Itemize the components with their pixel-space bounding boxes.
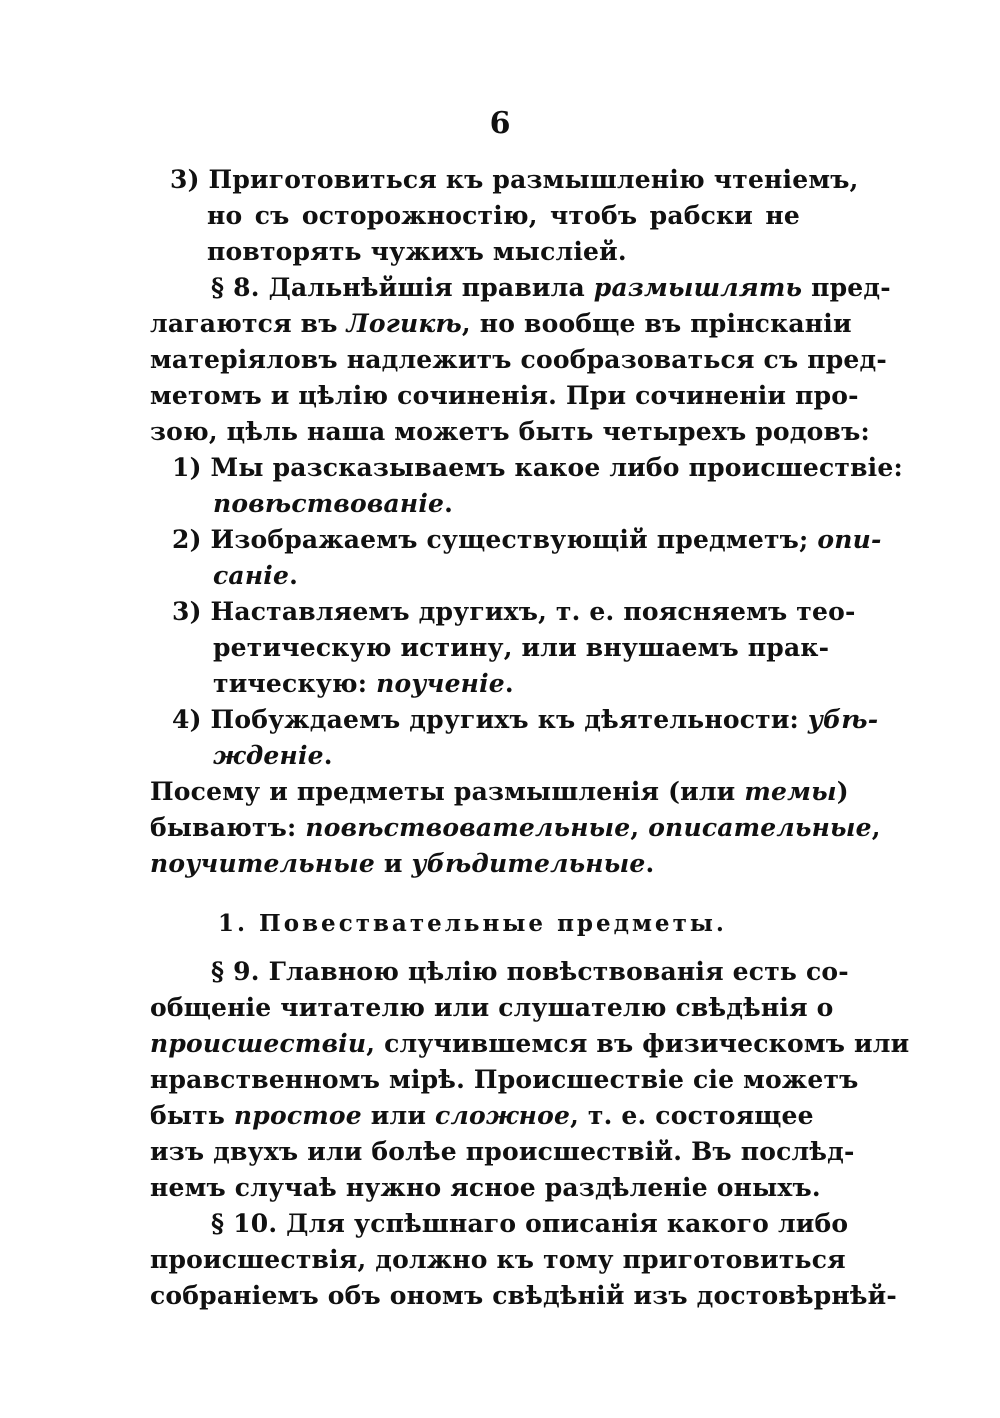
list-item: 3) Наставляемъ другихъ, т. е. поясняемъ тео- (172, 597, 856, 626)
text-line: немъ случаѣ нужно ясное раздѣленіе оныхъ. (150, 1173, 821, 1202)
list-item: 4) Побуждаемъ другихъ къ дѣятельности: убѣ- (172, 705, 879, 734)
text-line: происшествія, должно къ тому приготовиться (150, 1245, 846, 1274)
text-line: матеріяловъ надлежитъ сообразоваться съ пред- (150, 345, 887, 374)
text-line: Посему и предметы размышленія (или темы) (150, 777, 849, 806)
list-item-continuation: тическую: поученіе. (213, 669, 514, 698)
list-item-continuation: саніе. (213, 561, 298, 590)
list-item: 2) Изображаемъ существующій предметъ; опи- (172, 525, 882, 554)
text-line: нравственномъ мірѣ. Происшествіе сіе можетъ (150, 1065, 859, 1094)
text-line: собраніемъ объ ономъ свѣдѣній изъ достовѣрнѣй- (150, 1281, 898, 1310)
text-line: изъ двухъ или болѣе происшествій. Въ послѣд- (150, 1137, 855, 1166)
list-item-continuation: повѣствованіе. (213, 489, 454, 518)
text-line: общеніе читателю или слушателю свѣдѣнія о (150, 993, 834, 1022)
text-line: повторять чужихъ мысліей. (207, 237, 627, 266)
text-line: быть простое или сложное, т. е. состоящее (150, 1101, 814, 1130)
list-item-continuation: жденіе. (213, 741, 333, 770)
list-item-continuation: ретическую истину, или внушаемъ прак- (213, 633, 830, 662)
section-heading: 1. Повествательные предметы. (218, 910, 727, 937)
text-line: происшествіи, случившемся въ физическомъ или (150, 1029, 910, 1058)
page-number: 6 (489, 106, 511, 141)
text-line: метомъ и цѣлію сочиненія. При сочиненіи про- (150, 381, 859, 410)
list-item: 1) Мы разсказываемъ какое либо происшествіе: (172, 453, 903, 482)
text-line: поучительные и убѣдительные. (150, 849, 655, 878)
text-line: § 8. Дальнѣйшія правила размышлять пред- (211, 273, 891, 302)
text-line: § 10. Для успѣшнаго описанія какого либо (211, 1209, 849, 1238)
text-line: § 9. Главною цѣлію повѣствованія есть со- (211, 957, 849, 986)
text-line: 3) Приготовиться къ размышленію чтеніемъ, (170, 165, 859, 194)
text-line: бываютъ: повѣствовательные, описательные, (150, 813, 881, 842)
text-line: зою, цѣль наша можетъ быть четырехъ родовъ: (150, 417, 870, 446)
text-line: лагаются въ Логикѣ, но вообще въ прінсканіи (150, 309, 852, 338)
text-line: но съ осторожностію, чтобъ рабски не (207, 201, 800, 230)
